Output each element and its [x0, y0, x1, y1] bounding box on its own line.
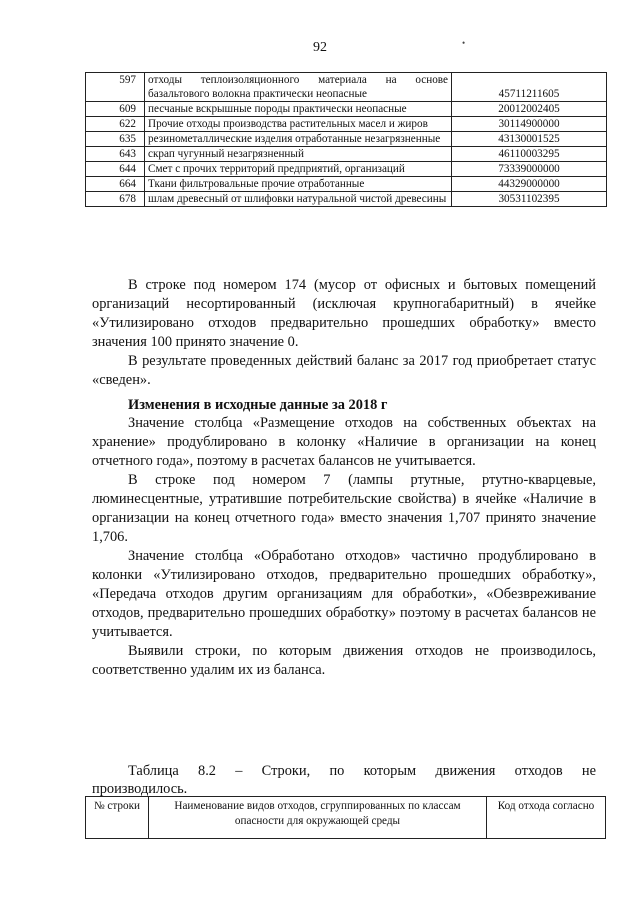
waste-name-cell: Смет с прочих территорий предприятий, организаций	[145, 162, 452, 177]
row-number-cell: 609	[86, 102, 145, 117]
caption-word: –	[235, 763, 243, 779]
header-waste-code: Код отхода согласно	[487, 797, 606, 839]
waste-code-cell: 43130001525	[452, 132, 607, 147]
waste-name-cell: шлам древесный от шлифовки натуральной чистой древесины	[145, 192, 452, 207]
table-row	[86, 192, 607, 207]
waste-name-cell: резинометаллические изделия отработанные незагрязненные	[145, 132, 452, 147]
header-row-number: № строки	[86, 797, 149, 839]
table-row	[86, 132, 607, 147]
paragraph: В строке под номером 174 (мусор от офисных и бытовых помещений организаций несортированный (исключая крупногабаритный) в ячейке «Утилизировано отходов предварительно прошедших обработку» вместо значения 100 принято значение 0.	[92, 277, 596, 350]
row-number-cell: 635	[86, 132, 145, 147]
row-number-cell: 622	[86, 117, 145, 132]
caption-word: 8.2	[198, 763, 216, 779]
row-number-cell: 664	[86, 177, 145, 192]
waste-name-cell: скрап чугунный незагрязненный	[145, 147, 452, 162]
row-number-cell: 597	[86, 73, 145, 102]
table-8-2-header	[85, 796, 606, 839]
caption-line-1	[92, 762, 596, 780]
table-row	[86, 73, 607, 102]
section-2018-text	[92, 414, 596, 680]
waste-code-cell: 46110003295	[452, 147, 607, 162]
paragraph: В результате проведенных действий баланс за 2017 год приобретает статус «сведен».	[92, 353, 596, 388]
row-number-cell: 643	[86, 147, 145, 162]
scan-speck: •	[462, 38, 466, 48]
waste-code-cell: 20012002405	[452, 102, 607, 117]
row-number-cell: 678	[86, 192, 145, 207]
paragraph: Выявили строки, по которым движения отходов не производилось, соответственно удалим их из баланса.	[92, 643, 596, 678]
section-2018-heading: Изменения в исходные данные за 2018 г	[128, 397, 388, 413]
table-row	[86, 162, 607, 177]
table-row	[86, 102, 607, 117]
waste-code-cell: 73339000000	[452, 162, 607, 177]
waste-code-cell: 30531102395	[452, 192, 607, 207]
caption-word: Строки,	[261, 763, 311, 779]
caption-word: Таблица	[128, 763, 179, 779]
paragraph: Значение столбца «Размещение отходов на собственных объектах на хранение» продублировано в колонку «Наличие в организации на конец отчетного года», поэтому в расчетах балансов не учитывается.	[92, 415, 596, 469]
waste-code-cell: 30114900000	[452, 117, 607, 132]
waste-table	[85, 72, 607, 207]
paragraph: В строке под номером 7 (лампы ртутные, ртутно-кварцевые, люминесцентные, утратившие потребительские свойства) в ячейке «Наличие в организации на конец отчетного года» вместо значения 1,707 принято значение 1,706.	[92, 472, 596, 545]
waste-name-cell: отходы теплоизоляционного материала на основе базальтового волокна практически неопасные	[145, 73, 452, 102]
row-number-cell: 644	[86, 162, 145, 177]
caption-word: по	[329, 763, 345, 779]
caption-word: не	[581, 763, 596, 779]
waste-name-cell: Ткани фильтровальные прочие отработанные	[145, 177, 452, 192]
table-caption	[92, 762, 596, 798]
header-waste-name: Наименование видов отходов, сгруппированных по классам опасности для окружающей среды	[149, 797, 487, 839]
paragraph: Значение столбца «Обработано отходов» частично продублировано в колонки «Утилизировано отходов, предварительно прошедших обработку», «Передача отходов другим организациям для обработки», «Обезвреживание отходов, предварительно прошедших обработку» поэтому в расчетах балансов не учитывается.	[92, 548, 596, 640]
table-row	[86, 117, 607, 132]
waste-name-cell: песчаные вскрышные породы практически неопасные	[145, 102, 452, 117]
page-number: 92	[313, 40, 327, 55]
caption-word: которым	[363, 763, 417, 779]
table-row	[86, 177, 607, 192]
caption-word: движения	[435, 763, 496, 779]
caption-word: отходов	[514, 763, 563, 779]
section-2017-text	[92, 276, 596, 390]
waste-name-cell: Прочие отходы производства растительных масел и жиров	[145, 117, 452, 132]
table-row	[86, 147, 607, 162]
caption-line-2: производилось.	[92, 781, 188, 797]
waste-code-cell: 45711211605	[452, 73, 607, 102]
waste-code-cell: 44329000000	[452, 177, 607, 192]
